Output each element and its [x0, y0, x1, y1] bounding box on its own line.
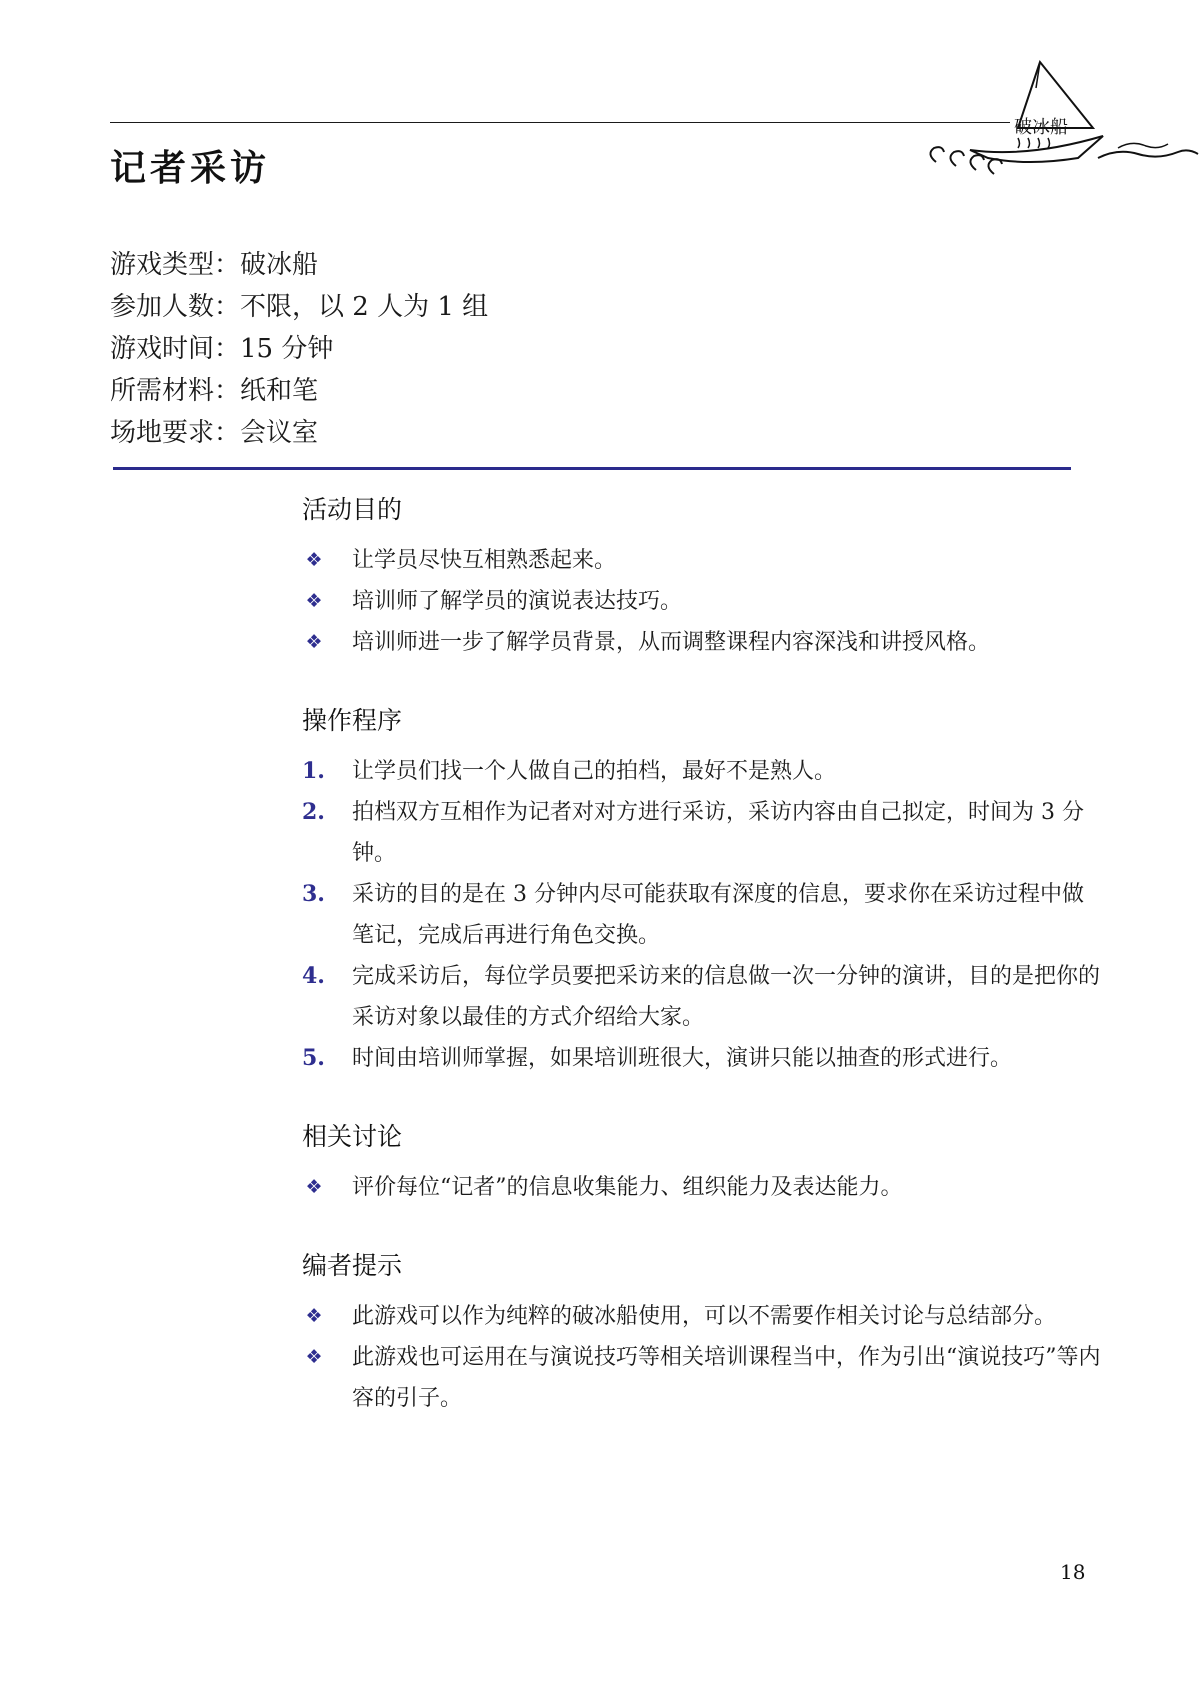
diamond-bullet-icon: ❖ [305, 549, 323, 571]
section-procedure [302, 701, 1102, 1079]
diamond-bullet-icon: ❖ [305, 1176, 323, 1198]
header-rule [110, 122, 1010, 123]
game-meta [110, 244, 488, 454]
item-text: 完成采访后，每位学员要把采访来的信息做一次一分钟的演讲，目的是把你的采访对象以最佳的方式介绍给大家。 [352, 964, 1101, 1030]
list-item [302, 1167, 1102, 1208]
item-number: 4. [302, 963, 325, 989]
section-discussion [302, 1117, 1102, 1208]
page-number: 18 [1060, 1560, 1086, 1584]
item-number: 5. [302, 1045, 325, 1071]
item-text: 培训师进一步了解学员背景，从而调整课程内容深浅和讲授风格。 [352, 630, 991, 655]
item-text: 此游戏也可运用在与演说技巧等相关培训课程当中，作为引出“演说技巧”等内容的引子。 [352, 1345, 1101, 1411]
item-text: 让学员尽快互相熟悉起来。 [352, 548, 617, 573]
diamond-bullet-icon: ❖ [305, 590, 323, 612]
item-text: 评价每位“记者”的信息收集能力、组织能力及表达能力。 [352, 1175, 903, 1200]
item-text: 培训师了解学员的演说表达技巧。 [352, 589, 683, 614]
list-item [302, 1296, 1102, 1337]
section-heading: 操作程序 [302, 706, 403, 735]
meta-materials: 所需材料：纸和笔 [110, 376, 319, 406]
meta-game-type: 游戏类型：破冰船 [110, 250, 319, 280]
item-text: 此游戏可以作为纯粹的破冰船使用，可以不需要作相关讨论与总结部分。 [352, 1304, 1057, 1329]
section-purpose [302, 490, 1102, 663]
list-item [302, 581, 1102, 622]
section-divider [113, 467, 1071, 470]
section-heading: 编者提示 [302, 1251, 403, 1280]
numbered-item [302, 792, 1102, 874]
section-heading: 活动目的 [302, 495, 403, 524]
item-number: 1. [302, 758, 325, 784]
numbered-item [302, 751, 1102, 792]
diamond-bullet-icon: ❖ [305, 631, 323, 653]
page-title: 记者采访 [110, 148, 271, 189]
meta-duration: 游戏时间：15 分钟 [110, 334, 334, 364]
item-text: 采访的目的是在 3 分钟内尽可能获取有深度的信息，要求你在采访过程中做笔记，完成后再进行角色交换。 [352, 882, 1084, 948]
list-item [302, 1337, 1102, 1419]
meta-venue: 场地要求：会议室 [110, 418, 319, 448]
item-text: 拍档双方互相作为记者对对方进行采访，采访内容由自己拟定，时间为 3 分钟。 [352, 800, 1084, 866]
list-item [302, 622, 1102, 663]
list-item [302, 540, 1102, 581]
numbered-item [302, 874, 1102, 956]
content [302, 490, 1102, 1457]
section-heading: 相关讨论 [302, 1122, 403, 1151]
section-tips [302, 1246, 1102, 1419]
item-number: 3. [302, 881, 325, 907]
numbered-item [302, 956, 1102, 1038]
numbered-item [302, 1038, 1102, 1079]
item-text: 让学员们找一个人做自己的拍档，最好不是熟人。 [352, 759, 837, 784]
item-text: 时间由培训师掌握，如果培训班很大，演讲只能以抽查的形式进行。 [352, 1046, 1013, 1071]
item-number: 2. [302, 799, 325, 825]
logo-label: 破冰船 [1014, 117, 1068, 138]
diamond-bullet-icon: ❖ [305, 1305, 323, 1327]
meta-participants: 参加人数：不限，以 2 人为 1 组 [110, 292, 489, 322]
diamond-bullet-icon: ❖ [305, 1346, 323, 1368]
